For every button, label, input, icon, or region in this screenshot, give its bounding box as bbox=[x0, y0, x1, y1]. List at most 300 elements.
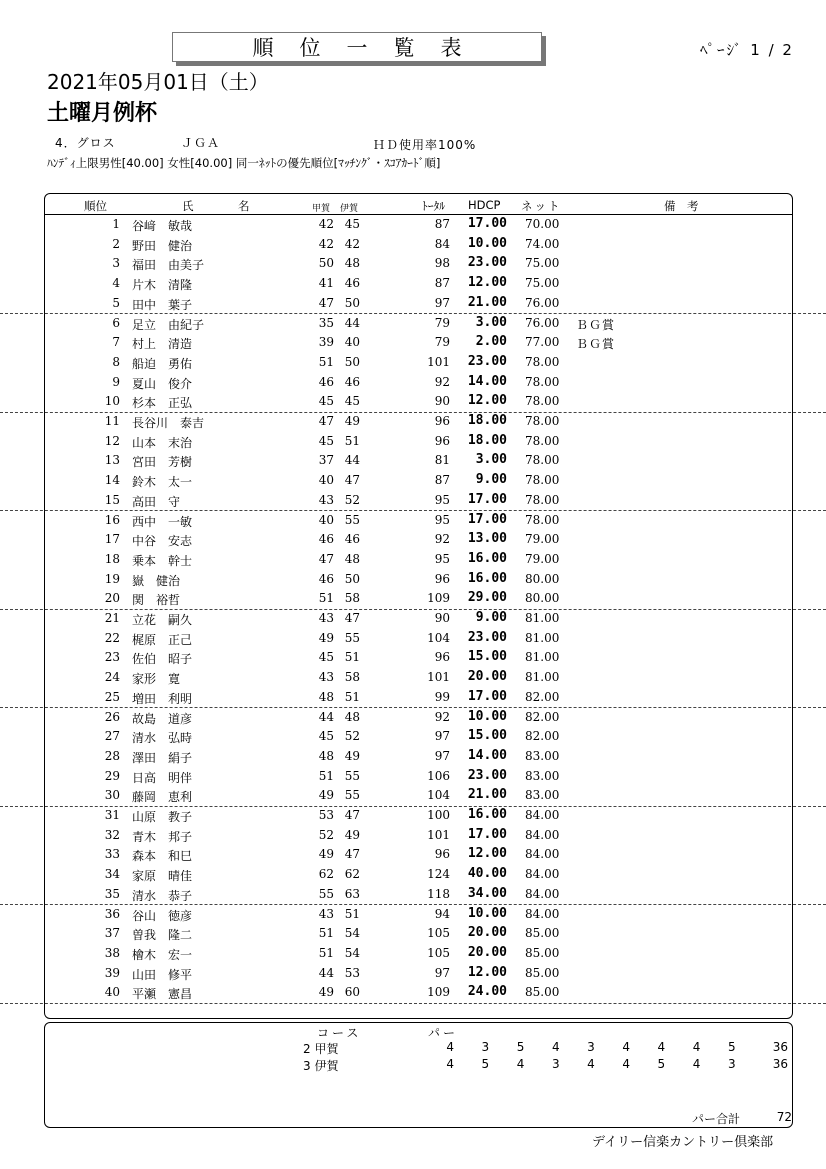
hdcp-cell: 9.00 bbox=[475, 472, 507, 488]
name-cell: 谷山 徳彦 bbox=[132, 908, 193, 923]
hdcp-cell: 21.00 bbox=[467, 294, 507, 310]
name-cell: 平瀬 憲昌 bbox=[132, 987, 193, 1002]
total-cell: 79 bbox=[434, 335, 450, 350]
in-score-cell: 55 bbox=[344, 512, 360, 527]
rank-cell: 5 bbox=[112, 295, 120, 310]
table-row bbox=[0, 451, 826, 471]
net-cell: 83.00 bbox=[525, 748, 560, 763]
rank-cell: 9 bbox=[112, 374, 120, 389]
table-row bbox=[0, 767, 826, 787]
table-row bbox=[0, 609, 826, 629]
total-cell: 118 bbox=[427, 886, 450, 901]
rank-cell: 31 bbox=[104, 808, 120, 822]
out-score-cell: 45 bbox=[318, 650, 334, 665]
in-score-cell: 44 bbox=[344, 453, 360, 468]
table-row bbox=[0, 648, 826, 668]
course-1-name: 2 甲賀 bbox=[303, 1042, 339, 1056]
name-cell: 佐伯 昭子 bbox=[132, 652, 193, 667]
net-cell: 81.00 bbox=[525, 670, 560, 685]
in-score-cell: 63 bbox=[344, 886, 360, 901]
out-score-cell: 47 bbox=[318, 414, 334, 428]
total-cell: 90 bbox=[434, 611, 450, 625]
total-cell: 87 bbox=[434, 473, 450, 488]
out-score-cell: 46 bbox=[318, 374, 334, 389]
col-hdcp: HDCP bbox=[468, 198, 501, 212]
net-cell: 78.00 bbox=[525, 414, 560, 428]
net-cell: 82.00 bbox=[525, 729, 560, 744]
name-cell: 長谷川 泰吉 bbox=[132, 416, 205, 430]
name-cell: 福田 由美子 bbox=[132, 258, 205, 273]
hdcp-cell: 14.00 bbox=[467, 747, 507, 763]
name-cell: 関 裕哲 bbox=[132, 593, 181, 608]
name-cell: 船迫 勇佑 bbox=[132, 356, 193, 371]
name-cell: 宮田 芳樹 bbox=[132, 455, 193, 470]
hole-par: 5 bbox=[657, 1057, 666, 1071]
hdcp-cell: 21.00 bbox=[467, 787, 507, 803]
name-cell: 澤田 絹子 bbox=[132, 750, 193, 765]
name-cell: 故島 道彦 bbox=[132, 711, 193, 726]
par-label: パー bbox=[428, 1026, 459, 1040]
hdcp-cell: 2.00 bbox=[475, 334, 507, 350]
table-row bbox=[0, 806, 826, 826]
hd-rate: ＨＤ使用率100% bbox=[373, 138, 477, 152]
out-score-cell: 44 bbox=[318, 709, 334, 724]
rank-cell: 40 bbox=[104, 985, 120, 1000]
total-cell: 105 bbox=[427, 926, 450, 941]
net-cell: 82.00 bbox=[525, 689, 560, 704]
net-cell: 79.00 bbox=[525, 532, 560, 547]
rank-cell: 8 bbox=[112, 354, 120, 369]
net-cell: 84.00 bbox=[525, 847, 560, 862]
name-cell: 山田 修平 bbox=[132, 967, 193, 982]
name-cell: 嶽 健治 bbox=[132, 573, 181, 588]
out-score-cell: 35 bbox=[318, 315, 334, 330]
hole-par: 4 bbox=[622, 1040, 630, 1054]
out-score-cell: 46 bbox=[318, 532, 334, 547]
in-score-cell: 46 bbox=[344, 374, 360, 389]
name-cell: 家形 寛 bbox=[132, 672, 181, 687]
hole-par: 5 bbox=[481, 1057, 490, 1071]
col-net: ネット bbox=[521, 199, 562, 213]
hdcp-cell: 20.00 bbox=[467, 925, 507, 941]
in-score-cell: 47 bbox=[344, 611, 360, 625]
in-score-cell: 50 bbox=[344, 354, 360, 369]
in-score-cell: 62 bbox=[344, 867, 360, 882]
name-cell: 山本 末治 bbox=[132, 435, 193, 450]
name-cell: 谷﨑 敏哉 bbox=[132, 219, 193, 233]
rank-cell: 12 bbox=[104, 433, 120, 448]
out-score-cell: 44 bbox=[318, 965, 334, 980]
total-cell: 96 bbox=[434, 571, 450, 586]
total-cell: 95 bbox=[434, 492, 450, 507]
hdcp-cell: 14.00 bbox=[467, 373, 507, 389]
in-score-cell: 47 bbox=[344, 808, 360, 822]
course-par-total: 36 bbox=[772, 1057, 788, 1071]
out-score-cell: 49 bbox=[318, 788, 334, 803]
hole-par: 4 bbox=[692, 1057, 701, 1071]
out-score-cell: 46 bbox=[318, 571, 334, 586]
table-row bbox=[0, 865, 826, 885]
net-cell: 83.00 bbox=[525, 788, 560, 803]
net-cell: 81.00 bbox=[525, 630, 560, 645]
total-cell: 97 bbox=[434, 965, 450, 980]
total-cell: 94 bbox=[434, 906, 450, 921]
hdcp-cell: 34.00 bbox=[467, 885, 507, 901]
total-cell: 84 bbox=[434, 236, 450, 251]
in-score-cell: 50 bbox=[344, 295, 360, 310]
in-score-cell: 55 bbox=[344, 768, 360, 783]
hdcp-cell: 16.00 bbox=[467, 570, 507, 586]
total-cell: 104 bbox=[427, 630, 450, 645]
total-cell: 109 bbox=[427, 985, 450, 1000]
name-cell: 檜木 宏一 bbox=[132, 947, 193, 962]
rank-cell: 24 bbox=[104, 670, 120, 685]
rank-cell: 18 bbox=[104, 551, 120, 566]
net-cell: 84.00 bbox=[525, 827, 560, 842]
total-cell: 98 bbox=[434, 256, 450, 271]
rank-cell: 1 bbox=[112, 217, 120, 231]
table-row bbox=[0, 727, 826, 747]
total-cell: 96 bbox=[434, 847, 450, 862]
out-score-cell: 53 bbox=[318, 808, 334, 822]
col-surname: 氏 bbox=[182, 199, 194, 213]
hdcp-cell: 18.00 bbox=[467, 413, 507, 428]
out-score-cell: 43 bbox=[318, 492, 334, 507]
total-cell: 101 bbox=[427, 670, 450, 685]
table-row bbox=[0, 708, 826, 728]
rank-cell: 19 bbox=[104, 571, 120, 586]
in-score-cell: 48 bbox=[344, 709, 360, 724]
table-row bbox=[0, 668, 826, 688]
in-score-cell: 51 bbox=[344, 906, 360, 921]
table-row bbox=[0, 826, 826, 846]
name-cell: 日高 明伴 bbox=[132, 770, 193, 785]
hole-par: 4 bbox=[551, 1040, 560, 1054]
name-cell: 田中 葉子 bbox=[132, 297, 193, 312]
hole-par: 4 bbox=[622, 1057, 630, 1071]
in-score-cell: 58 bbox=[344, 591, 360, 606]
hdcp-cell: 17.00 bbox=[467, 826, 507, 842]
rank-cell: 4 bbox=[112, 276, 120, 291]
net-cell: 78.00 bbox=[525, 512, 560, 527]
handicap-conditions: ﾊﾝﾃﾞｨ上限男性[40.00] 女性[40.00] 同一ﾈｯﾄの優先順位[ﾏｯﾁﾝｸﾞ・ｽｺｱｶｰﾄﾞ順] bbox=[47, 156, 441, 170]
net-cell: 75.00 bbox=[525, 256, 560, 271]
out-score-cell: 45 bbox=[318, 433, 334, 448]
col-total: ﾄｰﾀﾙ bbox=[422, 199, 445, 213]
net-cell: 81.00 bbox=[525, 650, 560, 665]
name-cell: 清水 恭子 bbox=[132, 888, 193, 903]
table-row bbox=[0, 215, 826, 235]
total-cell: 92 bbox=[434, 709, 450, 724]
in-score-cell: 48 bbox=[344, 256, 360, 271]
in-score-cell: 52 bbox=[344, 729, 360, 744]
table-row bbox=[0, 550, 826, 570]
name-cell: 清水 弘時 bbox=[132, 731, 193, 746]
net-cell: 77.00 bbox=[525, 335, 560, 350]
name-cell: 乗本 幹士 bbox=[132, 553, 193, 568]
out-score-cell: 40 bbox=[318, 512, 334, 527]
par-total: 72 bbox=[776, 1110, 792, 1124]
in-score-cell: 49 bbox=[344, 827, 360, 842]
out-score-cell: 51 bbox=[318, 945, 334, 960]
out-score-cell: 37 bbox=[318, 453, 334, 468]
hole-par: 4 bbox=[657, 1040, 666, 1054]
hdcp-cell: 10.00 bbox=[467, 708, 507, 724]
total-cell: 100 bbox=[427, 808, 450, 822]
rank-cell: 20 bbox=[104, 591, 120, 606]
net-cell: 78.00 bbox=[525, 453, 560, 468]
in-score-cell: 47 bbox=[344, 847, 360, 862]
rank-cell: 17 bbox=[104, 532, 120, 547]
name-cell: 藤岡 恵利 bbox=[132, 790, 193, 805]
in-score-cell: 40 bbox=[344, 335, 360, 350]
out-score-cell: 48 bbox=[318, 748, 334, 763]
out-score-cell: 43 bbox=[318, 670, 334, 685]
col-given-name: 名 bbox=[238, 199, 250, 213]
net-cell: 81.00 bbox=[525, 611, 560, 625]
net-cell: 76.00 bbox=[525, 315, 560, 330]
out-score-cell: 51 bbox=[318, 768, 334, 783]
in-score-cell: 44 bbox=[344, 315, 360, 330]
net-cell: 78.00 bbox=[525, 354, 560, 369]
course-par-total: 36 bbox=[772, 1040, 788, 1054]
hole-par: 5 bbox=[727, 1040, 736, 1054]
name-cell: 鈴木 太一 bbox=[132, 475, 193, 490]
net-cell: 85.00 bbox=[525, 945, 560, 960]
hole-par: 3 bbox=[551, 1057, 560, 1071]
table-row bbox=[0, 373, 826, 393]
rank-cell: 14 bbox=[104, 473, 120, 488]
net-cell: 78.00 bbox=[525, 433, 560, 448]
hdcp-cell: 15.00 bbox=[467, 728, 507, 744]
net-cell: 84.00 bbox=[525, 867, 560, 882]
association: ＪＧＡ bbox=[181, 136, 221, 150]
hdcp-cell: 10.00 bbox=[467, 235, 507, 251]
in-score-cell: 45 bbox=[344, 217, 360, 231]
in-score-cell: 54 bbox=[344, 926, 360, 941]
hole-par: 4 bbox=[446, 1057, 454, 1071]
rank-cell: 26 bbox=[104, 709, 120, 724]
out-score-cell: 42 bbox=[318, 217, 334, 231]
in-score-cell: 58 bbox=[344, 670, 360, 685]
hdcp-cell: 12.00 bbox=[467, 393, 507, 409]
hdcp-cell: 12.00 bbox=[467, 275, 507, 291]
hole-par: 4 bbox=[516, 1057, 525, 1071]
table-row bbox=[0, 274, 826, 294]
table-row bbox=[0, 511, 826, 531]
rank-cell: 13 bbox=[104, 453, 120, 468]
net-cell: 82.00 bbox=[525, 709, 560, 724]
table-row bbox=[0, 944, 826, 964]
document-title-box bbox=[172, 32, 542, 62]
in-score-cell: 55 bbox=[344, 630, 360, 645]
hdcp-cell: 12.00 bbox=[467, 964, 507, 980]
hole-par: 3 bbox=[727, 1057, 736, 1071]
table-row bbox=[0, 491, 826, 512]
total-cell: 99 bbox=[434, 689, 450, 704]
in-score-cell: 50 bbox=[344, 571, 360, 586]
total-cell: 87 bbox=[434, 276, 450, 291]
table-row bbox=[0, 747, 826, 767]
hdcp-cell: 23.00 bbox=[467, 255, 507, 271]
total-cell: 96 bbox=[434, 433, 450, 448]
net-cell: 83.00 bbox=[525, 768, 560, 783]
course-par-panel bbox=[44, 1022, 793, 1128]
table-row bbox=[0, 353, 826, 373]
table-row bbox=[0, 570, 826, 590]
hdcp-cell: 17.00 bbox=[467, 491, 507, 507]
hole-par: 5 bbox=[516, 1040, 525, 1054]
rank-cell: 28 bbox=[104, 748, 120, 763]
net-cell: 84.00 bbox=[525, 886, 560, 901]
net-cell: 74.00 bbox=[525, 236, 560, 251]
in-score-cell: 42 bbox=[344, 236, 360, 251]
hdcp-cell: 17.00 bbox=[467, 216, 507, 231]
col-in: 伊賀 bbox=[340, 204, 359, 214]
in-score-cell: 49 bbox=[344, 414, 360, 428]
out-score-cell: 49 bbox=[318, 630, 334, 645]
hdcp-cell: 17.00 bbox=[467, 688, 507, 704]
hdcp-cell: 20.00 bbox=[467, 944, 507, 960]
hole-par: 4 bbox=[692, 1040, 701, 1054]
rank-cell: 15 bbox=[104, 492, 120, 507]
col-remarks: 備 考 bbox=[664, 199, 699, 213]
event-name: 土曜月例杯 bbox=[47, 101, 158, 126]
in-score-cell: 47 bbox=[344, 473, 360, 488]
total-cell: 81 bbox=[434, 453, 450, 468]
name-cell: 杉本 正弘 bbox=[132, 396, 193, 411]
table-row bbox=[0, 589, 826, 610]
out-score-cell: 49 bbox=[318, 985, 334, 1000]
in-score-cell: 46 bbox=[344, 532, 360, 547]
table-row bbox=[0, 235, 826, 255]
in-score-cell: 51 bbox=[344, 689, 360, 704]
out-score-cell: 42 bbox=[318, 236, 334, 251]
total-cell: 106 bbox=[427, 768, 450, 783]
name-cell: 高田 守 bbox=[132, 494, 181, 509]
net-cell: 78.00 bbox=[525, 374, 560, 389]
table-row bbox=[0, 629, 826, 649]
out-score-cell: 47 bbox=[318, 295, 334, 310]
table-row bbox=[0, 905, 826, 925]
name-cell: 家原 晴佳 bbox=[132, 869, 193, 884]
out-score-cell: 45 bbox=[318, 394, 334, 409]
out-score-cell: 51 bbox=[318, 591, 334, 606]
rank-cell: 16 bbox=[104, 512, 120, 527]
total-cell: 92 bbox=[434, 374, 450, 389]
out-score-cell: 51 bbox=[318, 354, 334, 369]
net-cell: 85.00 bbox=[525, 965, 560, 980]
rank-cell: 30 bbox=[104, 788, 120, 803]
net-cell: 78.00 bbox=[525, 473, 560, 488]
rank-cell: 3 bbox=[112, 256, 120, 271]
table-row bbox=[0, 786, 826, 807]
name-cell: 増田 利明 bbox=[132, 691, 193, 706]
name-cell: 森本 和巳 bbox=[132, 849, 193, 864]
total-cell: 105 bbox=[427, 945, 450, 960]
table-row bbox=[0, 471, 826, 491]
in-score-cell: 45 bbox=[344, 394, 360, 409]
total-cell: 101 bbox=[427, 827, 450, 842]
net-cell: 78.00 bbox=[525, 394, 560, 409]
name-cell: 野田 健治 bbox=[132, 238, 193, 253]
in-score-cell: 60 bbox=[344, 985, 360, 1000]
hdcp-cell: 16.00 bbox=[467, 807, 507, 822]
in-score-cell: 53 bbox=[344, 965, 360, 980]
total-cell: 96 bbox=[434, 650, 450, 665]
rank-cell: 29 bbox=[104, 768, 120, 783]
rank-cell: 2 bbox=[112, 236, 120, 251]
name-cell: 片木 清隆 bbox=[132, 278, 193, 293]
table-row bbox=[0, 392, 826, 413]
page-number: ﾍﾟｰｼﾞ 1 / 2 bbox=[700, 41, 794, 59]
rank-cell: 39 bbox=[104, 965, 120, 980]
name-cell: 夏山 俊介 bbox=[132, 376, 193, 391]
name-cell: 村上 清造 bbox=[132, 337, 193, 352]
rank-cell: 10 bbox=[104, 394, 120, 409]
in-score-cell: 51 bbox=[344, 650, 360, 665]
table-row bbox=[0, 432, 826, 452]
in-score-cell: 54 bbox=[344, 945, 360, 960]
out-score-cell: 49 bbox=[318, 847, 334, 862]
hdcp-cell: 18.00 bbox=[467, 432, 507, 448]
hdcp-cell: 10.00 bbox=[467, 905, 507, 921]
total-cell: 95 bbox=[434, 512, 450, 527]
rank-cell: 22 bbox=[104, 630, 120, 645]
name-cell: 中谷 安志 bbox=[132, 534, 193, 549]
in-score-cell: 48 bbox=[344, 551, 360, 566]
name-cell: 山原 教子 bbox=[132, 810, 193, 824]
name-cell: 立花 嗣久 bbox=[132, 613, 193, 627]
out-score-cell: 62 bbox=[318, 867, 334, 882]
hole-par: 4 bbox=[446, 1040, 454, 1054]
total-cell: 79 bbox=[434, 315, 450, 330]
out-score-cell: 43 bbox=[318, 611, 334, 625]
table-row bbox=[0, 294, 826, 315]
name-cell: 梶原 正己 bbox=[132, 632, 193, 647]
table-row bbox=[0, 964, 826, 984]
rank-cell: 27 bbox=[104, 729, 120, 744]
in-score-cell: 49 bbox=[344, 748, 360, 763]
event-date: 2021年05月01日（土） bbox=[47, 70, 269, 94]
out-score-cell: 41 bbox=[318, 276, 334, 291]
out-score-cell: 39 bbox=[318, 335, 334, 350]
name-cell: 西中 一敏 bbox=[132, 514, 193, 529]
net-cell: 70.00 bbox=[525, 217, 560, 231]
table-row bbox=[0, 688, 826, 709]
hdcp-cell: 23.00 bbox=[467, 353, 507, 369]
rank-cell: 34 bbox=[104, 867, 120, 882]
in-score-cell: 46 bbox=[344, 276, 360, 291]
net-cell: 85.00 bbox=[525, 926, 560, 941]
in-score-cell: 55 bbox=[344, 788, 360, 803]
total-cell: 95 bbox=[434, 551, 450, 566]
name-cell: 曽我 隆二 bbox=[132, 928, 193, 943]
hdcp-cell: 24.00 bbox=[467, 984, 507, 1000]
out-score-cell: 43 bbox=[318, 906, 334, 921]
out-score-cell: 52 bbox=[318, 827, 334, 842]
out-score-cell: 48 bbox=[318, 689, 334, 704]
hdcp-cell: 15.00 bbox=[467, 649, 507, 665]
table-row bbox=[0, 314, 826, 334]
table-row bbox=[0, 412, 826, 432]
name-cell: 青木 邦子 bbox=[132, 829, 193, 844]
out-score-cell: 45 bbox=[318, 729, 334, 744]
category: 4．グロス bbox=[55, 136, 116, 150]
out-score-cell: 55 bbox=[318, 886, 334, 901]
rank-cell: 21 bbox=[104, 611, 120, 625]
net-cell: 84.00 bbox=[525, 906, 560, 921]
